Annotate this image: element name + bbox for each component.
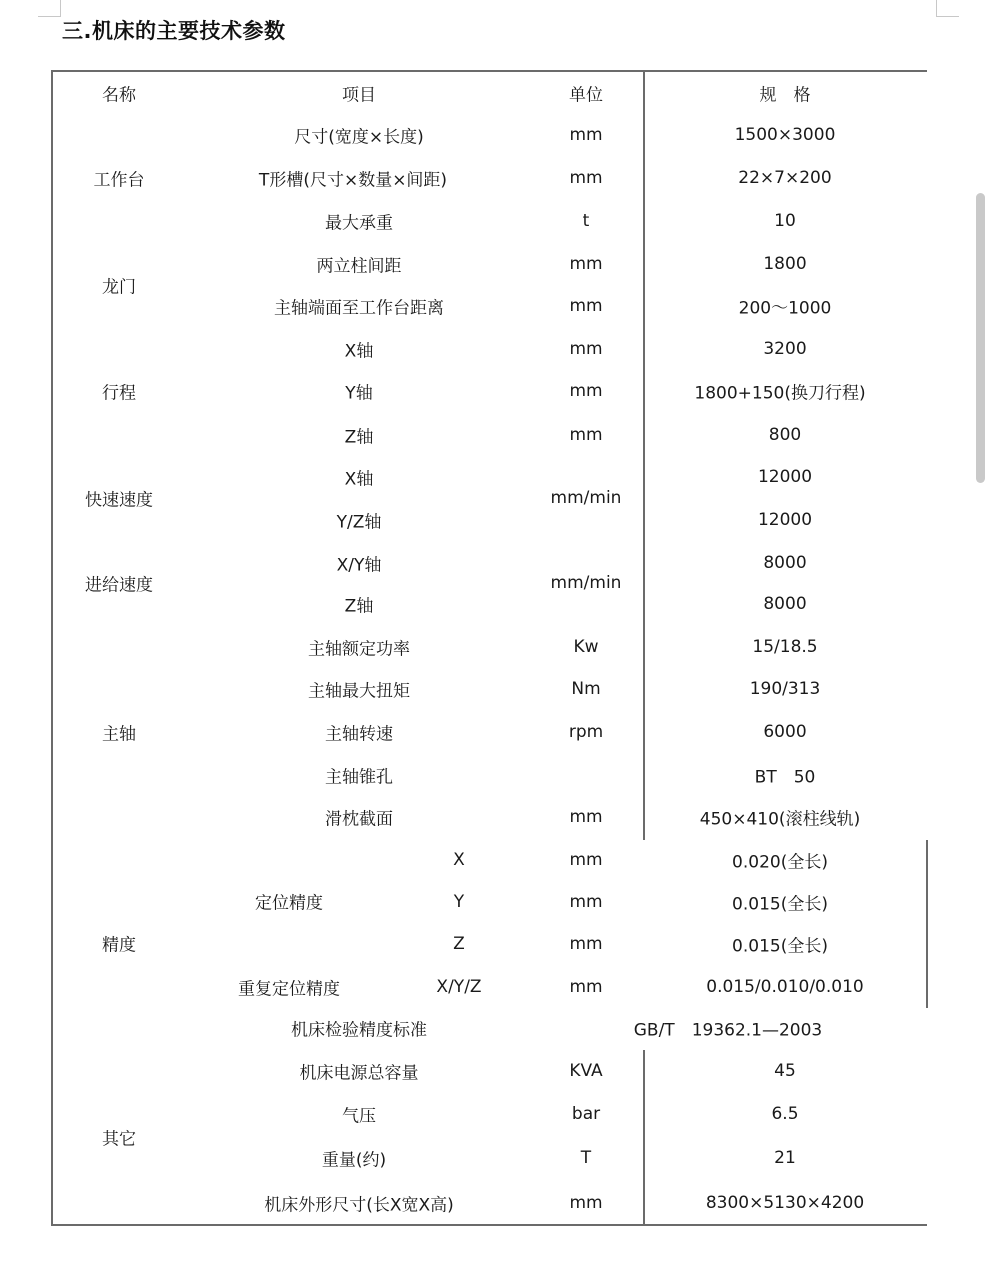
section-title: 三.机床的主要技术参数: [62, 19, 286, 43]
row-item: X轴: [344, 341, 374, 362]
row-unit: mm: [569, 977, 603, 997]
group-worktable: 工作台: [93, 170, 145, 191]
row-item: 重量(约): [321, 1150, 387, 1171]
row-item: T形槽(尺寸×数量×间距): [258, 170, 448, 191]
row-spec: 15/18.5: [752, 637, 818, 657]
row-spec: 22×7×200: [738, 168, 832, 188]
row-item: 主轴最大扭矩: [308, 681, 410, 702]
row-spec: 190/313: [749, 679, 821, 699]
row-item: 机床检验精度标准: [291, 1020, 427, 1041]
row-unit: mm: [569, 1193, 603, 1213]
row-spec: 200～1000: [738, 298, 832, 319]
row-spec: 45: [774, 1061, 796, 1081]
row-spec: 6000: [763, 722, 807, 742]
group-rapid-speed: 快速速度: [85, 490, 153, 511]
row-item: Y/Z轴: [336, 512, 382, 533]
row-item: 两立柱间距: [316, 256, 402, 277]
row-axis: X: [453, 850, 465, 870]
row-item: Y轴: [345, 383, 373, 404]
row-axis: Y: [453, 892, 465, 912]
row-unit: mm: [569, 339, 603, 359]
row-item: 最大承重: [325, 213, 393, 234]
row-spec: 8300×5130×4200: [705, 1193, 865, 1213]
row-unit: mm: [569, 892, 603, 912]
row-unit: mm: [569, 168, 603, 188]
row-item: 主轴额定功率: [308, 639, 410, 660]
row-unit: bar: [571, 1104, 601, 1124]
row-spec: 1500×3000: [734, 125, 836, 145]
group-travel: 行程: [102, 383, 136, 404]
row-spec: 1800+150(换刀行程): [694, 383, 866, 404]
row-spec: 0.020(全长): [732, 852, 828, 873]
row-spec: 0.015/0.010/0.010: [706, 977, 864, 997]
row-spec: 800: [768, 425, 802, 445]
row-unit: Nm: [571, 679, 601, 699]
row-item: X轴: [344, 469, 374, 490]
group-feed-speed: 进给速度: [85, 575, 153, 596]
feed-speed-unit: mm/min: [550, 573, 622, 593]
row-item: 主轴锥孔: [325, 767, 393, 788]
positioning-accuracy-label: 定位精度: [255, 893, 323, 914]
row-unit: KVA: [569, 1061, 603, 1081]
header-spec: 规 格: [759, 85, 811, 106]
group-gantry: 龙门: [102, 277, 136, 298]
row-item: 尺寸(宽度×长度): [294, 127, 424, 148]
row-spec: 12000: [757, 510, 813, 530]
table-divider-spec-lower: [643, 1050, 645, 1226]
header-unit: 单位: [569, 85, 603, 106]
row-spec: 6.5: [771, 1104, 799, 1124]
row-item: 主轴转速: [325, 724, 393, 745]
row-unit: mm: [569, 254, 603, 274]
row-unit: T: [580, 1148, 592, 1168]
table-left-border: [51, 70, 53, 1226]
row-item: 机床电源总容量: [299, 1063, 419, 1084]
table-top-border: [51, 70, 927, 72]
table-right-edge-accuracy: [926, 840, 928, 1008]
row-item: X/Y轴: [336, 555, 382, 576]
table-divider-spec: [643, 70, 645, 840]
header-item: 项目: [342, 85, 376, 106]
row-unit: mm: [569, 425, 603, 445]
group-other: 其它: [102, 1129, 136, 1150]
row-axis: X/Y/Z: [436, 977, 482, 997]
row-item: 重复定位精度: [238, 979, 340, 1000]
group-spindle: 主轴: [102, 724, 136, 745]
row-spec: 3200: [763, 339, 807, 359]
row-spec: BT 50: [754, 767, 816, 788]
row-unit: mm: [569, 934, 603, 954]
row-spec: 8000: [763, 594, 807, 614]
row-unit: mm: [569, 125, 603, 145]
row-spec: 1800: [763, 254, 807, 274]
row-spec: 10: [774, 211, 796, 231]
rapid-speed-unit: mm/min: [550, 488, 622, 508]
row-unit: rpm: [568, 722, 604, 742]
row-item: Z轴: [344, 596, 374, 617]
row-unit: t: [582, 211, 590, 231]
vertical-scrollbar-thumb[interactable]: [976, 193, 985, 483]
table-bottom-border: [51, 1224, 927, 1226]
row-item: 机床外形尺寸(长X宽X高): [264, 1195, 454, 1216]
row-spec: 0.015(全长): [732, 894, 828, 915]
row-unit: mm: [569, 850, 603, 870]
group-accuracy: 精度: [102, 935, 136, 956]
row-spec: 21: [774, 1148, 796, 1168]
row-item: 主轴端面至工作台距离: [274, 298, 444, 319]
row-item: 滑枕截面: [325, 809, 393, 830]
row-unit: mm: [569, 381, 603, 401]
row-item: Z轴: [344, 427, 374, 448]
row-spec: 12000: [757, 467, 813, 487]
row-spec: 0.015(全长): [732, 936, 828, 957]
row-unit: Kw: [573, 637, 599, 657]
row-spec: GB/T 19362.1—2003: [633, 1020, 823, 1041]
row-item: 气压: [342, 1106, 376, 1127]
row-unit: mm: [569, 296, 603, 316]
header-name: 名称: [102, 85, 136, 106]
row-spec: 450×410(滚柱线轨): [699, 809, 861, 830]
row-axis: Z: [453, 934, 465, 954]
row-unit: mm: [569, 807, 603, 827]
row-spec: 8000: [763, 553, 807, 573]
